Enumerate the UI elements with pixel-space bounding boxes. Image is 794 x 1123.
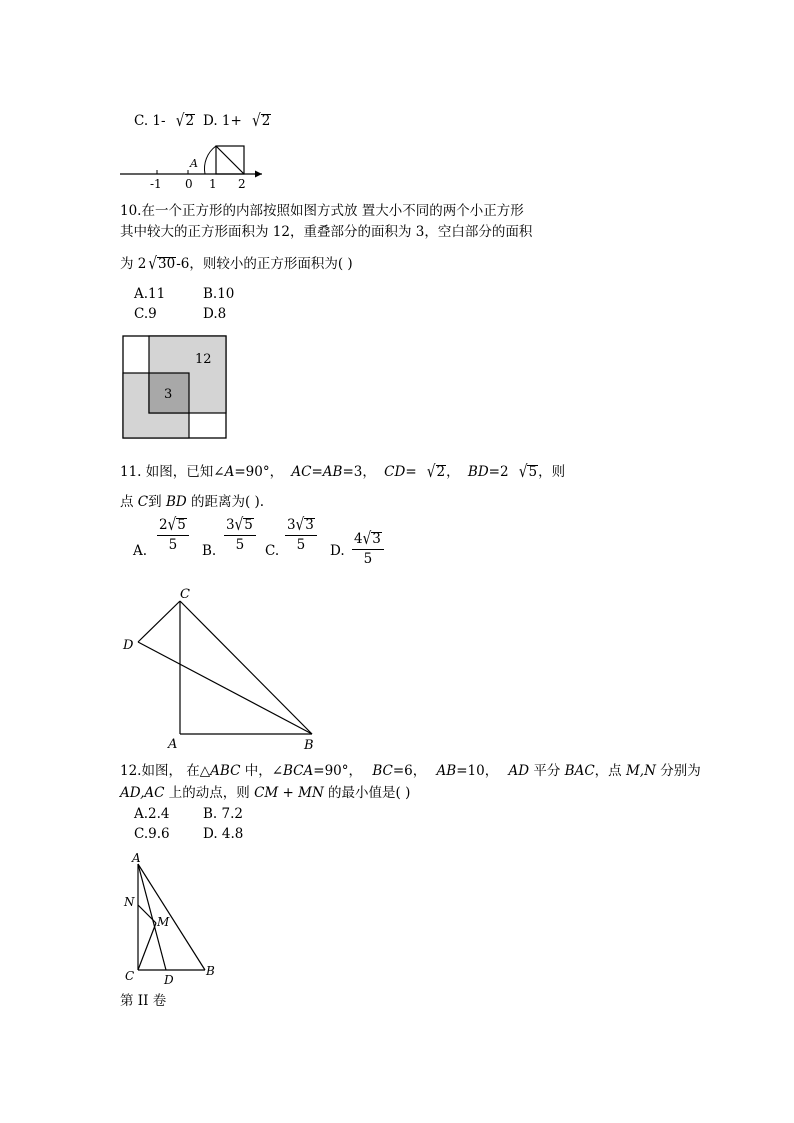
q12-option-b: B. 7.2 [203,806,243,822]
overlap-area-label: 3 [164,387,173,402]
q11-option-a-label: A. [133,543,148,559]
point-label-m: M [157,915,170,929]
q10-text-line1: 10.在一个正方形的内部按照如图方式放 置大小不同的两个小正方形 [120,203,524,219]
vertex-label-d: D [123,638,134,653]
q12-text-line1: 12.如图， 在△ABC 中，∠BCA=90°， BC=6， AB=10， AD 平分 BAC，点 M,N 分别为 [120,763,701,779]
q9-option-d: D. 1+ √2 [203,110,271,131]
q12-option-d: D. 4.8 [203,826,244,842]
segment-cm [138,923,156,970]
q10-text-line2: 其中较大的正方形面积为 12，重叠部分的面积为 3，空白部分的面积 [120,224,533,240]
section-title: 第 II 卷 [120,993,167,1009]
vertex-label-b: B [206,964,215,978]
q12-option-c: C.9.6 [134,826,170,842]
large-square-area-label: 12 [195,352,212,367]
q11-option-a-fraction: $\frac{2√5}{5}$ [157,518,189,552]
tick-label-2: 2 [238,177,246,191]
q9-option-c: C. 1- √2 [134,110,195,131]
vertex-label-c: C [180,587,190,602]
q12-option-a: A.2.4 [134,806,170,822]
q10-text-line3: 为 2 √30-6，则较小的正方形面积为( ) [120,253,353,274]
point-label-d: D [164,973,174,987]
q11-text-line2: 点 C到 BD 的距离为( ). [120,494,265,510]
segment-ab [138,864,205,970]
q11-option-d-label: D. [330,543,345,559]
vertex-label-c: C [125,969,135,983]
q11-option-d-fraction: $\frac{4√3}{5}$ [352,532,384,566]
vertex-label-b: B [304,738,314,753]
segment-nm [138,905,156,923]
q11-option-c-label: C. [265,543,280,559]
q10-option-d: D.8 [203,306,227,322]
q11-option-b-fraction: $\frac{3√5}{5}$ [224,518,256,552]
q11-option-b-label: B. [202,543,217,559]
point-label-n: N [124,895,135,909]
vertex-label-a: A [168,737,178,752]
q12-text-line2: AD,AC 上的动点，则 CM + MN 的最小值是( ) [120,785,411,801]
point-label-a: A [190,157,198,170]
vertex-label-a: A [132,851,141,865]
q10-option-a: A.11 [134,286,166,302]
q10-option-c: C.9 [134,306,157,322]
q11-option-c-fraction: $\frac{3√3}{5}$ [285,518,317,552]
tick-label-neg1: -1 [150,177,162,191]
tick-label-1: 1 [209,177,217,191]
tick-label-0: 0 [185,177,193,191]
q11-text-line1: 11. 如图，已知∠A=90°， AC=AB=3， CD= √2， BD=2 √5，则 [120,461,566,482]
q10-option-b: B.10 [203,286,235,302]
